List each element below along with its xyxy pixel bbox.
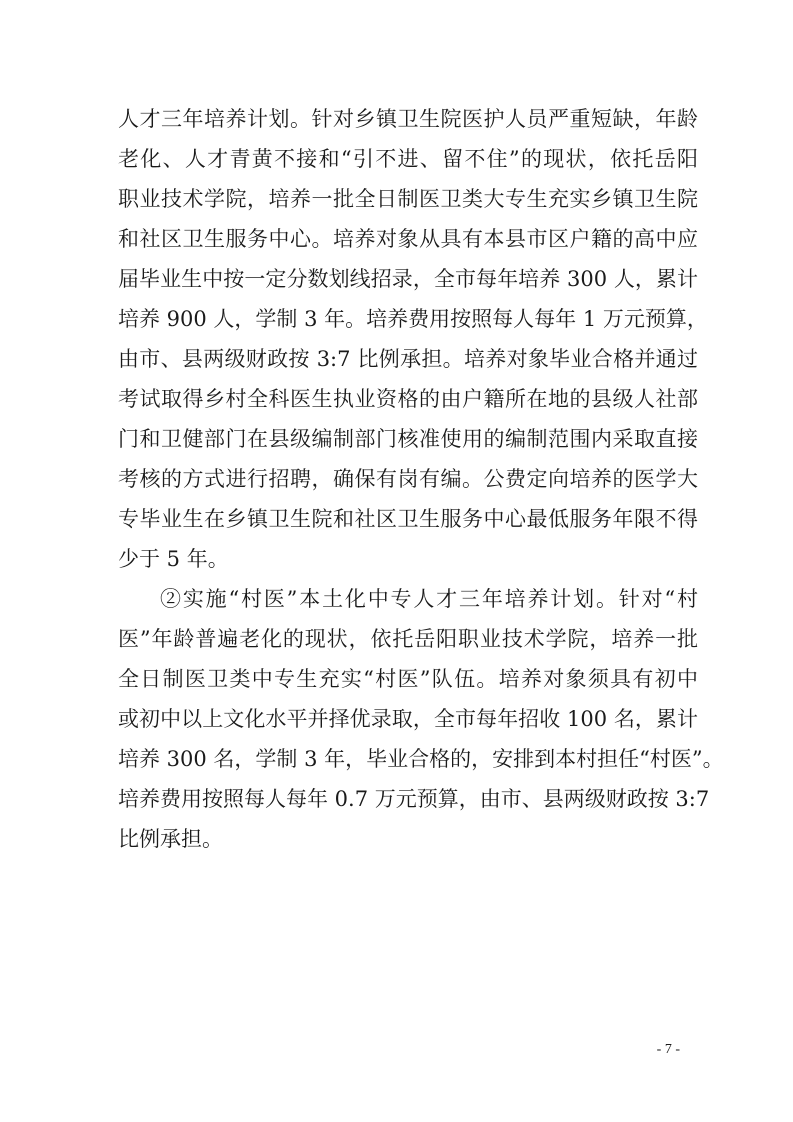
- text-line: 职业技术学院，培养一批全日制医卫类大专生充实乡镇卫生院: [118, 187, 698, 211]
- text-line: 人才三年培养计划。针对乡镇卫生院医护人员严重短缺，年龄: [118, 107, 698, 131]
- page-number: - 7 -: [656, 1042, 680, 1057]
- text-line: 老化、人才青黄不接和“引不进、留不住”的现状，依托岳阳: [118, 147, 698, 171]
- paragraph-first-line: ②实施“村医”本土化中专人才三年培养计划。针对“村: [160, 587, 698, 611]
- text-line: 由市、县两级财政按 3:7 比例承担。培养对象毕业合格并通过: [118, 347, 698, 371]
- text-line: 培养 300 名，学制 3 年，毕业合格的，安排到本村担任“村医”。: [118, 747, 724, 771]
- text-line: 培养 900 人，学制 3 年。培养费用按照每人每年 1 万元预算，: [118, 307, 708, 331]
- text-line: 门和卫健部门在县级编制部门核准使用的编制范围内采取直接: [118, 427, 698, 451]
- text-line: 或初中以上文化水平并择优录取，全市每年招收 100 名，累计: [118, 707, 698, 731]
- text-line: 考试取得乡村全科医生执业资格的由户籍所在地的县级人社部: [118, 387, 698, 411]
- text-line: 少于 5 年。: [118, 547, 229, 571]
- text-line: 医”年龄普遍老化的现状，依托岳阳职业技术学院，培养一批: [118, 627, 698, 651]
- text-line: 考核的方式进行招聘，确保有岗有编。公费定向培养的医学大: [118, 467, 698, 491]
- text-line: 届毕业生中按一定分数划线招录，全市每年培养 300 人，累计: [118, 267, 698, 291]
- text-line: 和社区卫生服务中心。培养对象从具有本县市区户籍的高中应: [118, 227, 698, 251]
- text-line: 培养费用按照每人每年 0.7 万元预算，由市、县两级财政按 3:7: [118, 787, 710, 811]
- text-line: 专毕业生在乡镇卫生院和社区卫生服务中心最低服务年限不得: [118, 507, 698, 531]
- text-line: 全日制医卫类中专生充实“村医”队伍。培养对象须具有初中: [118, 667, 698, 691]
- text-line: 比例承担。: [118, 827, 223, 851]
